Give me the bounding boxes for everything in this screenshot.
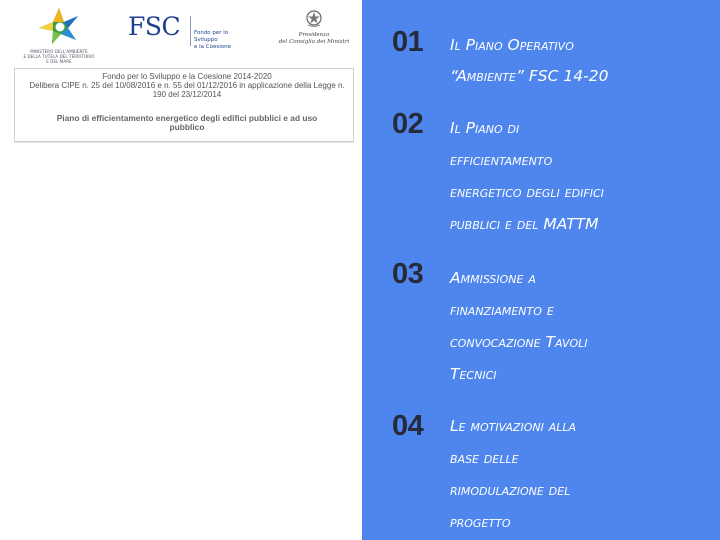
document-line: Delibera CIPE n. 25 del 10/08/2016 e n. 55 del 01/12/2016 in applicazione della Legge n. (29, 80, 345, 90)
presidency-text-line: del Consiglio dei Ministri (278, 39, 350, 45)
fsc-wordmark: FSC (128, 12, 181, 41)
agenda-item-3 (450, 262, 714, 390)
ministry-text-line: E DEL MARE (46, 59, 72, 64)
ministry-text-line: MINISTERO DELL'AMBIENTE (30, 49, 88, 54)
agenda-item-line: progetto (450, 513, 511, 531)
agenda-item-1 (450, 30, 714, 92)
agenda-item-line: Il Piano Operativo (450, 36, 574, 54)
document-header-box (14, 68, 354, 142)
agenda-item-line: Tecnici (450, 365, 497, 383)
agenda-item-line: Le motivazioni alla (450, 417, 577, 435)
agenda-item-line: efficientamento (450, 151, 553, 169)
agenda-item-line: convocazione Tavoli (450, 333, 588, 351)
document-title-line: pubblico (169, 122, 205, 132)
agenda-item-line: energetico degli edifici (450, 183, 604, 201)
agenda-item-4 (450, 410, 714, 538)
ministry-logo (14, 4, 104, 62)
agenda-number: 04 (392, 410, 424, 442)
agenda-number: 03 (392, 258, 424, 290)
agenda-item-line: rimodulazione del (450, 481, 571, 499)
agenda-item-line: base delle (450, 449, 519, 467)
logo-strip (0, 0, 362, 66)
agenda-number: 01 (392, 26, 424, 58)
presidency-logo (278, 4, 358, 54)
document-title-line: Piano di efficientamento energetico degli edifici pubblici e ad uso (56, 113, 318, 123)
agenda-item-line: Ammissione a (450, 269, 536, 287)
ministry-star-icon (14, 4, 104, 48)
agenda-number: 02 (392, 108, 424, 140)
fsc-logo (128, 10, 248, 50)
agenda-item-line: “Ambiente” FSC 14-20 (450, 67, 609, 85)
fsc-subtitle-line: e la Coesione (194, 44, 231, 50)
presidency-text-line: Presidenza (298, 32, 330, 38)
agenda-item-2 (450, 112, 714, 240)
republic-emblem-icon (305, 8, 323, 28)
fsc-divider (190, 16, 191, 46)
agenda-item-line: pubblici e del MATTM (450, 215, 599, 233)
agenda-panel (362, 0, 720, 540)
document-line: 190 del 23/12/2014 (152, 89, 222, 99)
agenda-item-line: Il Piano di (450, 119, 520, 137)
ministry-text-line: E DELLA TUTELA DEL TERRITORIO (23, 54, 95, 59)
document-line: Fondo per lo Sviluppo e la Coesione 2014-2020 (102, 72, 272, 81)
fsc-subtitle-line: Fondo per lo Sviluppo (194, 30, 229, 43)
agenda-item-line: finanziamento e (450, 301, 554, 319)
